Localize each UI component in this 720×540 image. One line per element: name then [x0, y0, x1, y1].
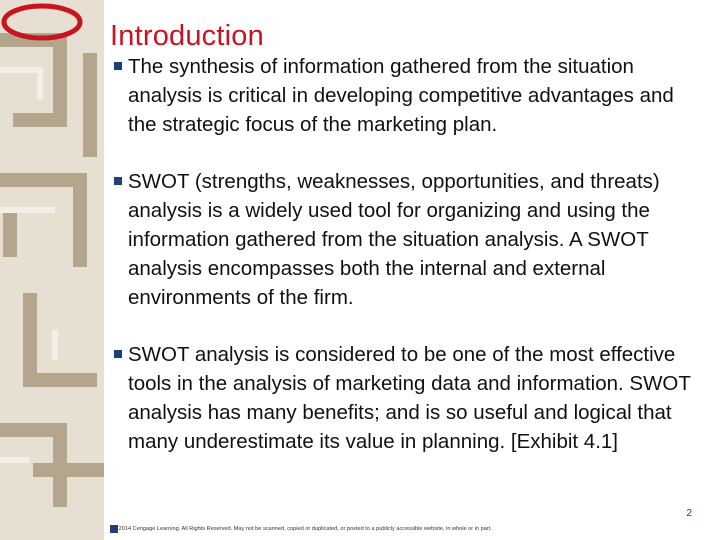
square-bullet-icon — [114, 62, 122, 70]
square-bullet-icon — [114, 350, 122, 358]
slide-title: Introduction — [110, 20, 264, 52]
square-bullet-icon — [114, 177, 122, 185]
copyright-footer: © 2014 Cengage Learning. All Rights Reserved. May not be scanned, copied or duplicated, or posted to a publicly accessible website, in whole or in part. — [113, 526, 492, 532]
bullet-text: SWOT analysis is considered to be one of the most effective tools in the analysis of marketing data and information. SWOT analysis has many benefits; and is so useful and logical that many underestimate its value in planning. [Exhibit 4.1] — [128, 343, 691, 453]
bullet-item — [110, 167, 700, 312]
bullet-list — [110, 52, 700, 484]
bullet-text: The synthesis of information gathered from the situation analysis is critical in developing competitive advantages and the strategic focus of the marketing plan. — [128, 55, 674, 136]
bullet-text: SWOT (strengths, weaknesses, opportunities, and threats) analysis is a widely used tool for organizing and using the information gathered from the situation analysis. A SWOT analysis encompasses both the internal and external environments of the firm. — [128, 170, 660, 309]
bullet-item — [110, 340, 700, 456]
bullet-item — [110, 52, 700, 139]
page-number: 2 — [686, 508, 692, 519]
